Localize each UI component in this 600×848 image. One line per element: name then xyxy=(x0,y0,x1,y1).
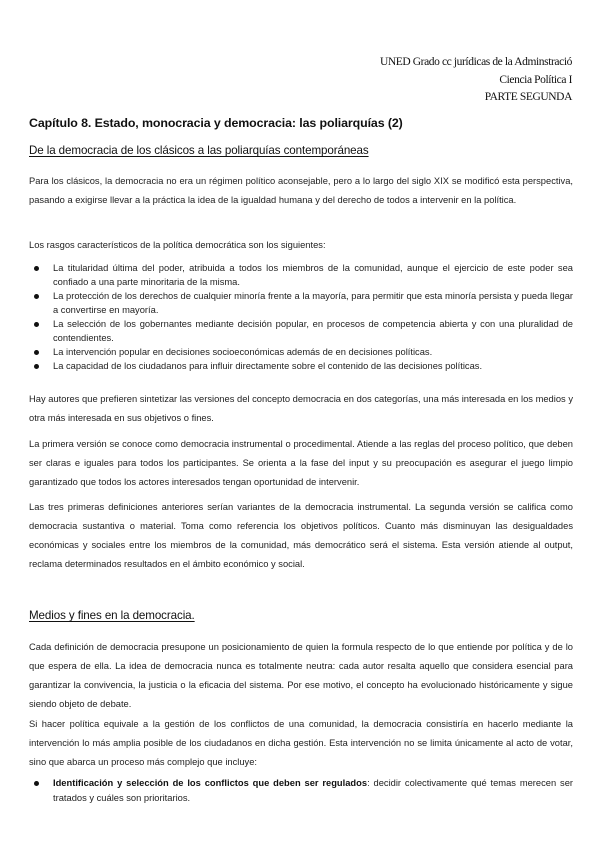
list-item: La intervención popular en decisiones socioeconómicas además de en decisiones políticas. xyxy=(29,345,573,359)
header-course: UNED Grado cc jurídicas de la Adminstració xyxy=(379,56,572,68)
bullet-icon xyxy=(34,350,39,355)
list-item: La capacidad de los ciudadanos para influir directamente sobre el contenido de las decisiones políticas. xyxy=(29,359,573,373)
bullet-icon xyxy=(34,294,39,299)
bullet-icon xyxy=(34,266,39,271)
bullet-icon xyxy=(34,364,39,369)
list-item-bold-lead: Identificación y selección de los conflictos que deben ser regulados xyxy=(53,778,368,788)
proceso-list xyxy=(29,776,573,806)
paragraph-clasicos: Para los clásicos, la democracia no era un régimen político aconsejable, pero a lo largo del siglo XIX se modificó esta perspectiva, pasando a exigirse llevar a la práctica la idea de la igualdad humana y del derecho de todos a intervenir en la política. xyxy=(29,176,573,205)
chapter-title: Capítulo 8. Estado, monocracia y democracia: las poliarquías (2) xyxy=(29,116,403,130)
paragraph-rasgos-intro: Los rasgos característicos de la política democrática son los siguientes: xyxy=(29,240,326,250)
header-subject: Ciencia Política I xyxy=(499,73,572,86)
paragraph-categorias: Hay autores que prefieren sintetizar las versiones del concepto democracia en dos categorías, una más interesada en los medios y otra más interesada en sus objetivos o fines. xyxy=(29,394,573,423)
paragraph-sustantiva: Las tres primeras definiciones anteriores serían variantes de la democracia instrumental. La segunda versión se califica como democracia sustantiva o material. Toma como referencia los objetivos políticos. Cuanto más disminuyan las desigualdades económicas y sociales entre los miembros de la comunidad, más democrático será el sistema. Esta versión atiende al output, reclama determinados resultados en el ámbito económico y social. xyxy=(29,502,573,569)
paragraph-definicion: Cada definición de democracia presupone un posicionamiento de quien la formula respecto de lo que entiende por política y de lo que espera de ella. La idea de democracia nunca es totalmente neutra: cada autor resalta aquello que considera esencial para garantizar la convivencia, la justicia o la eficacia del sistema. Por ese motivo, el concepto ha evolucionado históricamente y sigue siendo objeto de debate. xyxy=(29,642,573,709)
rasgos-list xyxy=(29,261,573,373)
section-heading-clasicos: De la democracia de los clásicos a las poliarquías contemporáneas xyxy=(29,144,369,157)
bullet-icon xyxy=(34,322,39,327)
header-part: PARTE SEGUNDA xyxy=(484,91,572,103)
list-item: La titularidad última del poder, atribuida a todos los miembros de la comunidad, aunque el ejercicio de este poder sea confiado a una parte minoritaria de la misma. xyxy=(29,261,573,289)
paragraph-instrumental: La primera versión se conoce como democracia instrumental o procedimental. Atiende a las reglas del proceso político, que deben ser claras e iguales para todos los participantes. Se orienta a la fase del input y su preocupación es asegurar el juego limpio garantizado que todos los actores interesados tengan oportunidad de intervenir. xyxy=(29,439,573,487)
document-header xyxy=(380,54,572,107)
list-item xyxy=(29,776,573,806)
bullet-icon xyxy=(34,781,39,786)
section-heading-medios-fines: Medios y fines en la democracia. xyxy=(29,609,195,622)
list-item: La protección de los derechos de cualquier minoría frente a la mayoría, para permitir que esta minoría persista y pueda llegar a convertirse en mayoría. xyxy=(29,289,573,317)
paragraph-gestion-conflictos: Si hacer política equivale a la gestión de los conflictos de una comunidad, la democracia consistiría en hacerlo mediante la intervención lo más amplia posible de los ciudadanos en dicha gestión. Esta intervención no se limita únicamente al acto de votar, sino que abarca un proceso más complejo que incluye: xyxy=(29,719,573,767)
list-item-text: : decidir colectivamente qué temas merecen ser tratados y cuáles son prioritarios. xyxy=(53,778,574,803)
list-item: La selección de los gobernantes mediante decisión popular, en procesos de competencia abierta y con una pluralidad de contendientes. xyxy=(29,317,573,345)
